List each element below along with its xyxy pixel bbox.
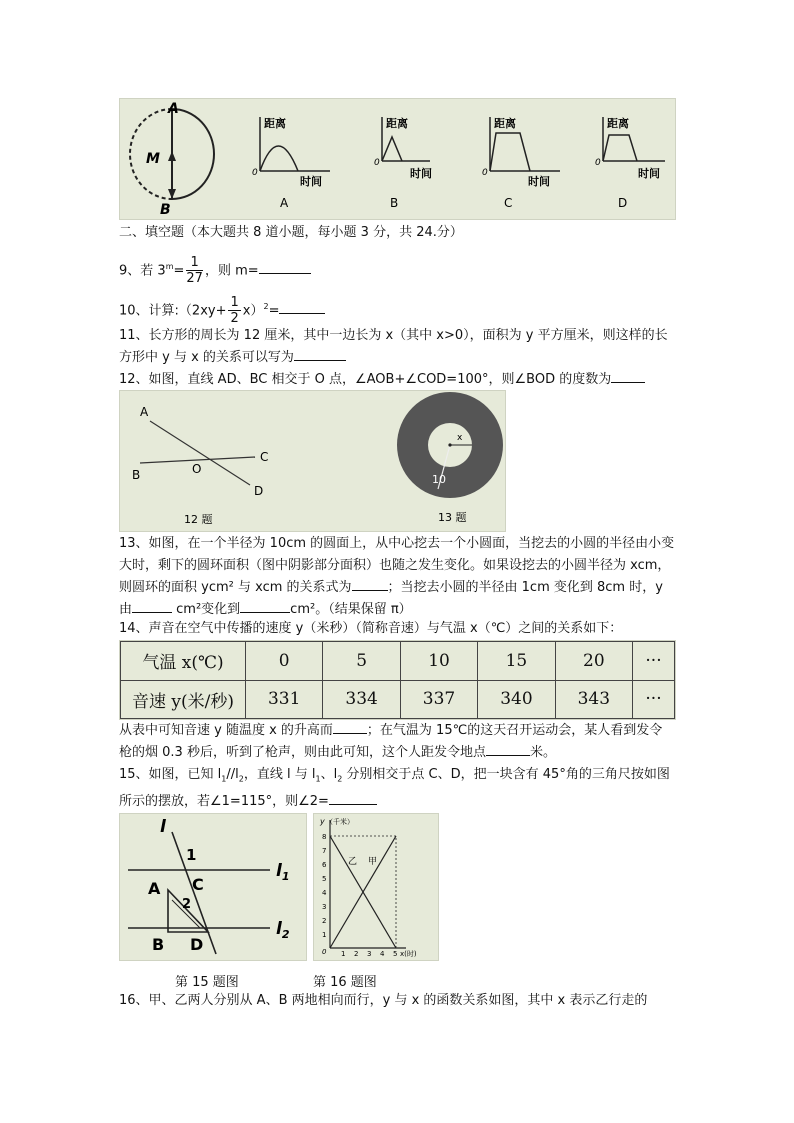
q9-answer-blank[interactable]	[259, 260, 311, 274]
q15-s1: 1	[221, 774, 227, 784]
point-b-label: B	[160, 202, 171, 218]
fig15-label-c: C	[192, 875, 204, 894]
q13-blank-3[interactable]	[240, 599, 290, 613]
fig15-label-l: l	[160, 817, 166, 837]
row2-cell: 343	[555, 680, 632, 719]
q13-part4: cm²。（结果保留 π）	[290, 602, 412, 617]
q13-blank-1[interactable]	[352, 577, 388, 591]
q15-s2: 2	[238, 774, 244, 784]
row1-cell: 15	[478, 642, 555, 681]
fig16-xtick: 2	[354, 950, 359, 958]
fig15-label-a: A	[148, 879, 161, 898]
graph-a-origin: 0	[252, 168, 258, 178]
q15-p3: ，直线 l 与 l	[243, 767, 316, 782]
q14-after2: ；在气温为 15℃的这天召开运动会，某人看到发令枪的烟 0.3 秒后，听到了枪声，则由此可知，这个人距发令地点	[119, 723, 663, 760]
q11-text: 11、长方形的周长为 12 厘米，其中一边长为 x（其中 x>0），面积为 y 平方厘米，则这样的长方形中 y 与 x 的关系可以写为	[119, 328, 668, 365]
q12-answer-blank[interactable]	[611, 369, 645, 383]
q9-fraction	[186, 255, 203, 286]
graph-option-c	[482, 116, 560, 210]
figure-15-svg	[120, 814, 306, 960]
row1-cell: 10	[400, 642, 477, 681]
fig15-label-1: 1	[186, 846, 197, 864]
figures-12-13	[119, 390, 506, 532]
row1-cell: 0	[246, 642, 323, 681]
graph-d-origin: 0	[595, 158, 601, 168]
q9-prefix: 9、若 3	[119, 263, 166, 279]
q13-part3: cm²变化到	[172, 602, 241, 617]
q14-blank-2[interactable]	[486, 742, 530, 756]
fig16-caption: 第 16 题图	[313, 975, 377, 990]
q10-sup: 2	[263, 302, 269, 311]
fig16-origin: 0	[322, 948, 327, 956]
q10-denominator: 2	[230, 311, 239, 327]
figures-12-13-svg	[120, 391, 505, 531]
q13-part2: ；当挖去小圆的半径由 1cm 变化到 8cm 时，y 由	[119, 580, 663, 617]
figure-15	[119, 813, 307, 961]
fig12-label-a: A	[140, 405, 149, 419]
fig15-label-b: B	[152, 935, 165, 954]
motion-graphs-figure	[119, 98, 676, 220]
q15-s3: 1	[315, 774, 321, 784]
fig15-label-2: 2	[182, 897, 192, 912]
row2-label: 音速 y(米/秒)	[121, 680, 246, 719]
fig13-label-x: x	[457, 433, 463, 443]
q14-after1: 从表中可知音速 y 随温度 x 的升高而	[119, 723, 333, 738]
question-13	[119, 533, 675, 621]
fig15-label-l1: $l_1$	[276, 861, 290, 883]
question-14-body	[119, 720, 675, 764]
question-10	[119, 290, 325, 327]
fig13-caption: 13 题	[438, 511, 467, 524]
fig16-y-label: y	[320, 817, 325, 826]
fig16-ytick: 1	[322, 931, 327, 939]
q9-numerator: 1	[186, 255, 203, 271]
graph-d-x-label: 时间	[638, 167, 660, 180]
fig16-ytick: 5	[322, 875, 327, 883]
question-12	[119, 369, 645, 389]
fig15-caption: 第 15 题图	[175, 975, 239, 990]
q14-after3: 米。	[529, 745, 556, 760]
row1-cell: ···	[633, 642, 675, 681]
question-14-intro: 14、声音在空气中传播的速度 y（米秒）（简称音速）与气温 x（℃）之间的关系如下：	[119, 621, 623, 636]
fig16-ytick: 4	[322, 889, 327, 897]
q15-s4: 2	[337, 774, 343, 784]
row2-cell: 340	[478, 680, 555, 719]
row2-cell: 331	[246, 680, 323, 719]
fig12-label-b: B	[132, 468, 141, 482]
fig15-label-d: D	[190, 935, 204, 954]
graph-b-origin: 0	[374, 158, 380, 168]
graph-a-y-label: 距离	[264, 117, 286, 130]
table-row	[121, 680, 675, 719]
fig16-xtick: 4	[380, 950, 385, 958]
fig16-xtick: 5	[393, 950, 398, 958]
q15-answer-blank[interactable]	[329, 791, 377, 805]
graph-c-option: C	[504, 196, 513, 210]
fig12-label-d: D	[254, 484, 264, 498]
figure-16	[313, 813, 439, 961]
graph-c-x-label: 时间	[528, 175, 550, 188]
arrow-up	[168, 151, 176, 161]
q13-blank-2[interactable]	[132, 599, 172, 613]
fig16-ytick: 6	[322, 861, 327, 869]
q12-text: 12、如图，直线 AD、BC 相交于 O 点，∠AOB+∠COD=100°，则∠BOD 的度数为	[119, 372, 612, 387]
q15-p5: 分别相交于点 C、D，把一块含有 45°角的三角尺按如图所示的摆放，若∠1=115°，则∠2=	[119, 767, 670, 809]
fig12-caption: 12 题	[184, 513, 213, 526]
q9-sup: m	[165, 262, 174, 271]
row1-label: 气温 x(℃)	[121, 642, 246, 681]
circle-solid-arc	[172, 109, 214, 199]
point-m-label: M	[146, 151, 160, 167]
speed-table-grid	[120, 641, 675, 719]
fig12-label-c: C	[260, 450, 269, 464]
question-9	[119, 250, 311, 287]
q10-suffix: x）	[242, 303, 264, 319]
q13-part1: 13、如图，在一个半径为 10cm 的圆面上，从中心挖去一个小圆面，当挖去的小圆的半径由小变大时，剩下的圆环面积（图中阴影部分面积）也随之发生变化。如果设挖去的小圆半径为 xcm，则圆环的面积 ycm² 与 xcm 的关系式为	[119, 536, 675, 595]
graph-a-option: A	[280, 196, 289, 210]
graph-c-origin: 0	[482, 168, 488, 178]
section-title: 二、填空题（本大题共 8 道小题，每小题 3 分，共 24.分）	[119, 225, 463, 240]
q9-eq: =	[173, 263, 185, 279]
fig16-xtick: 1	[341, 950, 346, 958]
q10-fraction	[228, 295, 240, 326]
point-a-label: A	[168, 101, 179, 117]
fig16-xtick: 3	[367, 950, 372, 958]
fig16-label-jia: 甲	[368, 857, 378, 867]
fig16-ytick: 7	[322, 847, 327, 855]
fig13-label-r: 10	[432, 473, 446, 486]
fig15-label-l2: $l_2$	[276, 919, 290, 941]
graph-a-x-label: 时间	[300, 175, 322, 188]
motion-graphs-svg	[120, 99, 675, 219]
graph-option-d	[595, 116, 665, 210]
fig16-label-yi: 乙	[348, 857, 358, 867]
q15-p1: 15、如图，已知 l	[119, 767, 222, 782]
figure-16-svg	[314, 814, 438, 960]
graph-option-b	[374, 116, 432, 210]
question-15	[119, 764, 675, 813]
q15-p2: //l	[226, 767, 239, 782]
graph-c-y-label: 距离	[494, 117, 516, 130]
q11-answer-blank[interactable]	[294, 347, 346, 361]
fig16-x-label: x(时)	[400, 950, 417, 958]
row2-cell: 337	[400, 680, 477, 719]
fig16-unit: （千米）	[326, 818, 354, 826]
row1-cell: 5	[323, 642, 400, 681]
row1-cell: 20	[555, 642, 632, 681]
q14-blank-1[interactable]	[333, 720, 367, 734]
q10-prefix: 10、计算:（2xy+	[119, 303, 227, 319]
graph-b-x-label: 时间	[410, 167, 432, 180]
table-row	[121, 642, 675, 681]
question-16: 16、甲、乙两人分别从 A、B 两地相向而行，y 与 x 的函数关系如图，其中 x 表示乙行走的	[119, 993, 648, 1008]
graph-d-option: D	[618, 196, 628, 210]
fig16-ytick: 2	[322, 917, 327, 925]
graph-b-y-label: 距离	[386, 117, 408, 130]
fig16-ytick: 8	[322, 833, 327, 841]
annulus-center	[448, 443, 451, 446]
row2-cell: 334	[323, 680, 400, 719]
q9-suffix: ，则 m=	[204, 263, 259, 279]
graph-option-a	[252, 116, 330, 210]
graph-d-y-label: 距离	[607, 117, 629, 130]
speed-table	[119, 640, 676, 720]
question-11	[119, 325, 675, 369]
q10-answer-blank[interactable]	[279, 300, 325, 314]
arrow-down	[168, 189, 176, 199]
graph-b-option: B	[390, 196, 399, 210]
q10-eq: =	[268, 303, 280, 319]
q9-denominator: 27	[186, 271, 203, 287]
fig12-label-o: O	[192, 462, 202, 476]
row2-cell: ···	[633, 680, 675, 719]
q10-numerator: 1	[230, 295, 239, 311]
fig16-ytick: 3	[322, 903, 327, 911]
q15-p4: 、l	[320, 767, 338, 782]
